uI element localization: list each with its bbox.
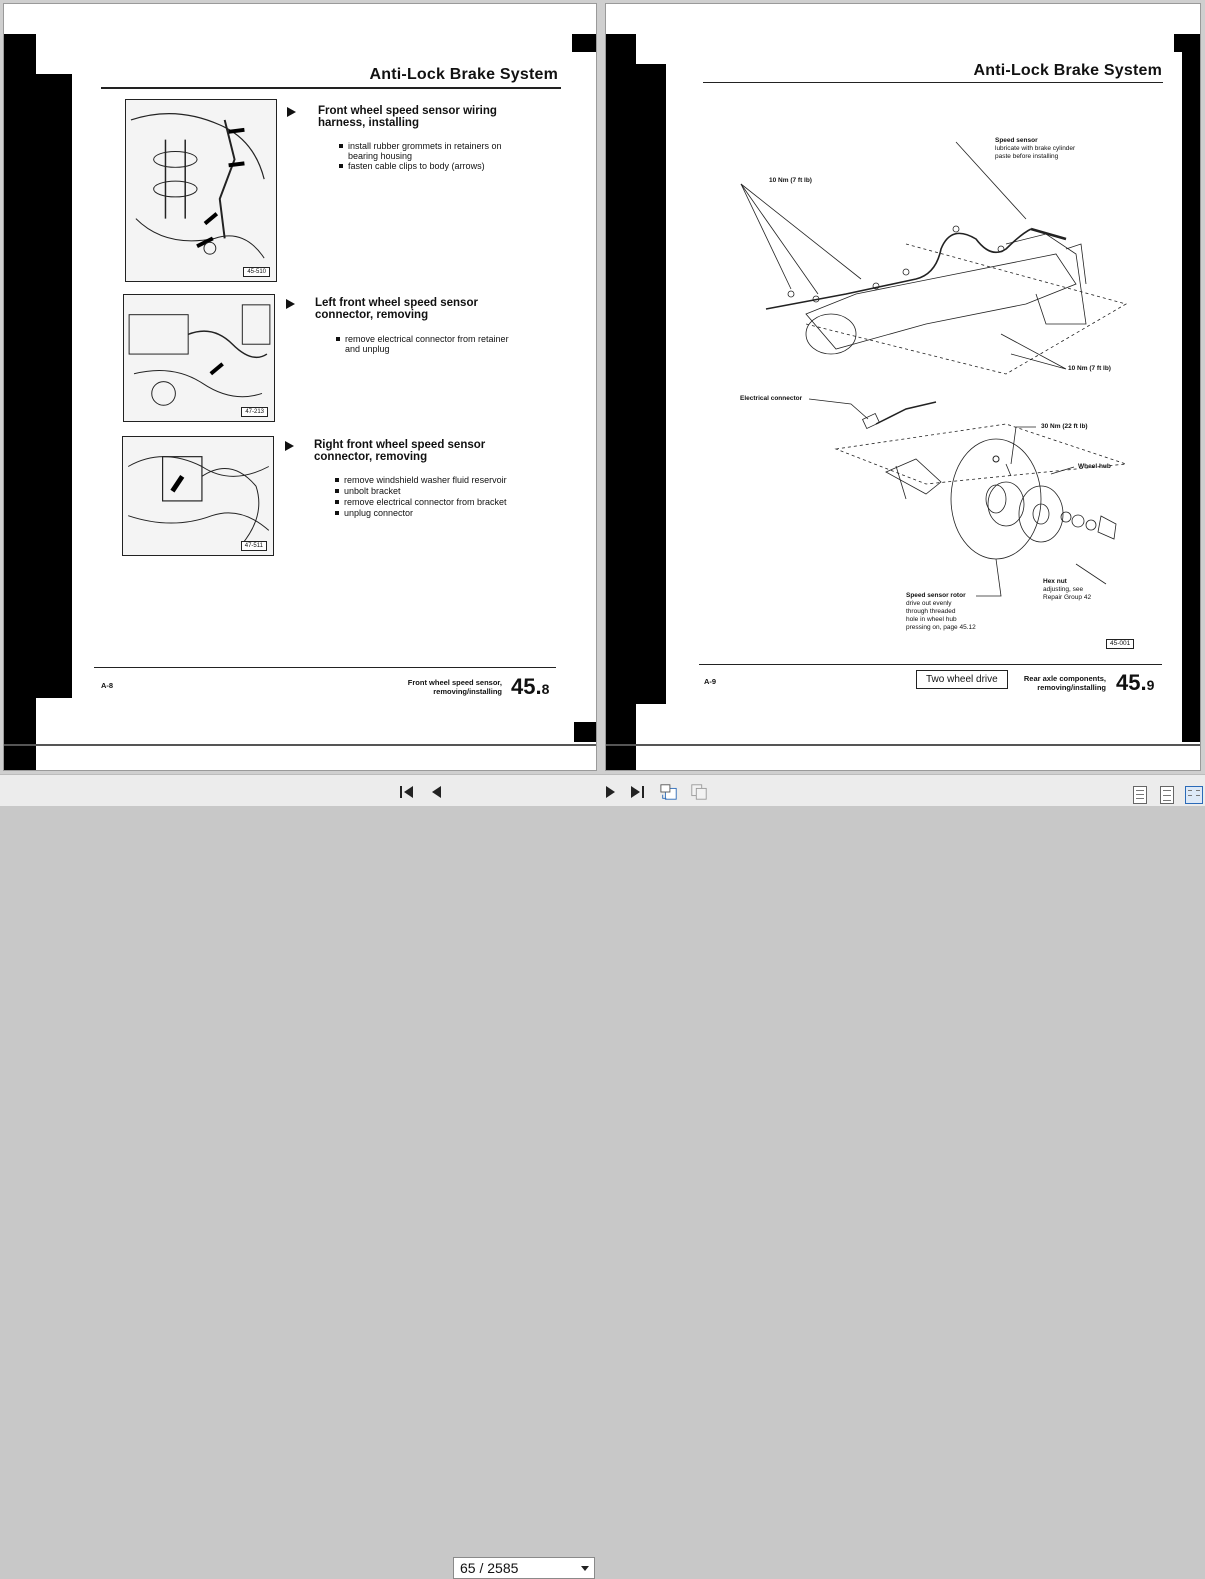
page-code: A-8 xyxy=(101,681,114,690)
right-page xyxy=(605,3,1201,771)
label-rotor-note: pressing on, page 45.12 xyxy=(906,624,976,631)
figure-right-connector xyxy=(122,436,274,556)
figure-left-connector-illustration xyxy=(124,295,274,421)
instruction-item: remove windshield washer fluid reservoir xyxy=(344,475,507,485)
scan-border-left xyxy=(4,34,36,771)
figure-sensor-harness-illustration xyxy=(126,100,276,281)
section-title: Front wheel speed sensor wiring xyxy=(318,105,497,117)
label-speed-sensor-note: paste before installing xyxy=(995,153,1059,160)
section-number xyxy=(511,674,549,700)
chevron-down-icon[interactable] xyxy=(581,1566,589,1571)
figure-left-connector xyxy=(123,294,275,422)
footer-caption: Front wheel speed sensor, xyxy=(407,678,502,687)
label-rotor: Speed sensor rotor xyxy=(906,592,966,599)
instruction-item: remove electrical connector from retainer xyxy=(345,334,509,344)
section-title: connector, removing xyxy=(315,309,429,321)
section-number-main: 45. xyxy=(1116,670,1147,695)
figure-ref: 45-001 xyxy=(1106,639,1134,649)
section-arrow-icon xyxy=(286,299,295,309)
figure-ref: 47-213 xyxy=(241,407,268,417)
label-rotor-note: drive out evenly xyxy=(906,600,952,607)
scan-border-left-inner xyxy=(36,74,72,698)
label-torque-30: 30 Nm (22 ft lb) xyxy=(1041,423,1088,430)
section-number-sub: 9 xyxy=(1146,677,1155,693)
footer-caption: Rear axle components, xyxy=(1023,674,1106,683)
label-hex-nut: Hex nut xyxy=(1043,578,1067,585)
copy-page-glyph xyxy=(690,783,708,801)
page-number-value: 65 / 2585 xyxy=(460,1560,519,1576)
section-title: connector, removing xyxy=(314,451,428,463)
section-title: Left front wheel speed sensor xyxy=(315,297,478,309)
copy-page-icon[interactable] xyxy=(690,783,708,801)
last-page-glyph xyxy=(629,785,645,799)
last-page-icon[interactable] xyxy=(628,783,646,801)
instruction-item: fasten cable clips to body (arrows) xyxy=(348,161,485,171)
instruction-item-cont: and unplug xyxy=(345,344,390,354)
footer-rule xyxy=(94,667,556,668)
rotate-page-icon[interactable] xyxy=(660,783,678,801)
label-electrical-connector: Electrical connector xyxy=(740,395,803,402)
rotate-page-glyph xyxy=(660,783,678,801)
section-title: harness, installing xyxy=(318,117,419,129)
two-page-view-icon[interactable] xyxy=(1185,786,1203,804)
page-header: Anti-Lock Brake System xyxy=(369,66,558,83)
next-page-icon[interactable] xyxy=(602,783,620,801)
section-arrow-icon xyxy=(285,441,294,451)
document-viewport[interactable] xyxy=(0,0,1205,774)
instruction-item: install rubber grommets in retainers on xyxy=(348,141,502,151)
page-header: Anti-Lock Brake System xyxy=(973,62,1162,79)
instruction-item: unbolt bracket xyxy=(344,486,401,496)
label-hex-nut-note: adjusting, see xyxy=(1043,586,1084,593)
section-number-sub: 8 xyxy=(541,681,550,697)
figure-ref: 47-511 xyxy=(241,541,267,551)
next-page-glyph xyxy=(605,785,617,799)
label-torque-right: 10 Nm (7 ft lb) xyxy=(1068,365,1111,372)
first-page-glyph xyxy=(399,785,415,799)
label-torque-top: 10 Nm (7 ft lb) xyxy=(769,177,812,184)
label-rotor-note: hole in wheel hub xyxy=(906,616,957,623)
page-code: A-9 xyxy=(704,677,717,686)
label-rotor-note: through threaded xyxy=(906,608,956,615)
previous-page-icon[interactable] xyxy=(427,783,445,801)
header-rule xyxy=(101,87,561,89)
continuous-view-icon[interactable] xyxy=(1160,786,1174,804)
section-number xyxy=(1116,670,1154,696)
instruction-item: unplug connector xyxy=(344,508,414,518)
navigation-toolbar xyxy=(0,774,1205,1576)
scan-border-right-bottom xyxy=(574,722,596,742)
page-number-field[interactable] xyxy=(453,1557,595,1579)
figure-right-connector-illustration xyxy=(123,437,273,555)
instruction-item-cont: bearing housing xyxy=(348,151,413,161)
label-speed-sensor: Speed sensor xyxy=(995,137,1038,144)
rear-axle-exploded-diagram xyxy=(606,4,1201,771)
figure-ref: 45-510 xyxy=(243,267,270,277)
footer-caption: removing/installing xyxy=(433,687,502,696)
scan-border-right-top xyxy=(572,34,596,52)
label-speed-sensor-note: lubricate with brake cylinder xyxy=(995,145,1076,152)
label-wheel-hub: Wheel hub xyxy=(1078,463,1111,470)
first-page-icon[interactable] xyxy=(398,783,416,801)
section-title: Right front wheel speed sensor xyxy=(314,439,486,451)
two-wheel-drive-box: Two wheel drive xyxy=(916,670,1008,689)
figure-sensor-harness xyxy=(125,99,277,282)
scan-edge xyxy=(4,744,597,746)
instruction-item: remove electrical connector from bracket xyxy=(344,497,507,507)
previous-page-glyph xyxy=(430,785,442,799)
footer-rule xyxy=(699,664,1162,665)
single-page-view-icon[interactable] xyxy=(1133,786,1147,804)
left-page xyxy=(3,3,597,771)
footer-caption: removing/installing xyxy=(1037,683,1106,692)
label-hex-nut-note: Repair Group 42 xyxy=(1043,594,1092,601)
section-number-main: 45. xyxy=(511,674,542,699)
section-arrow-icon xyxy=(287,107,296,117)
